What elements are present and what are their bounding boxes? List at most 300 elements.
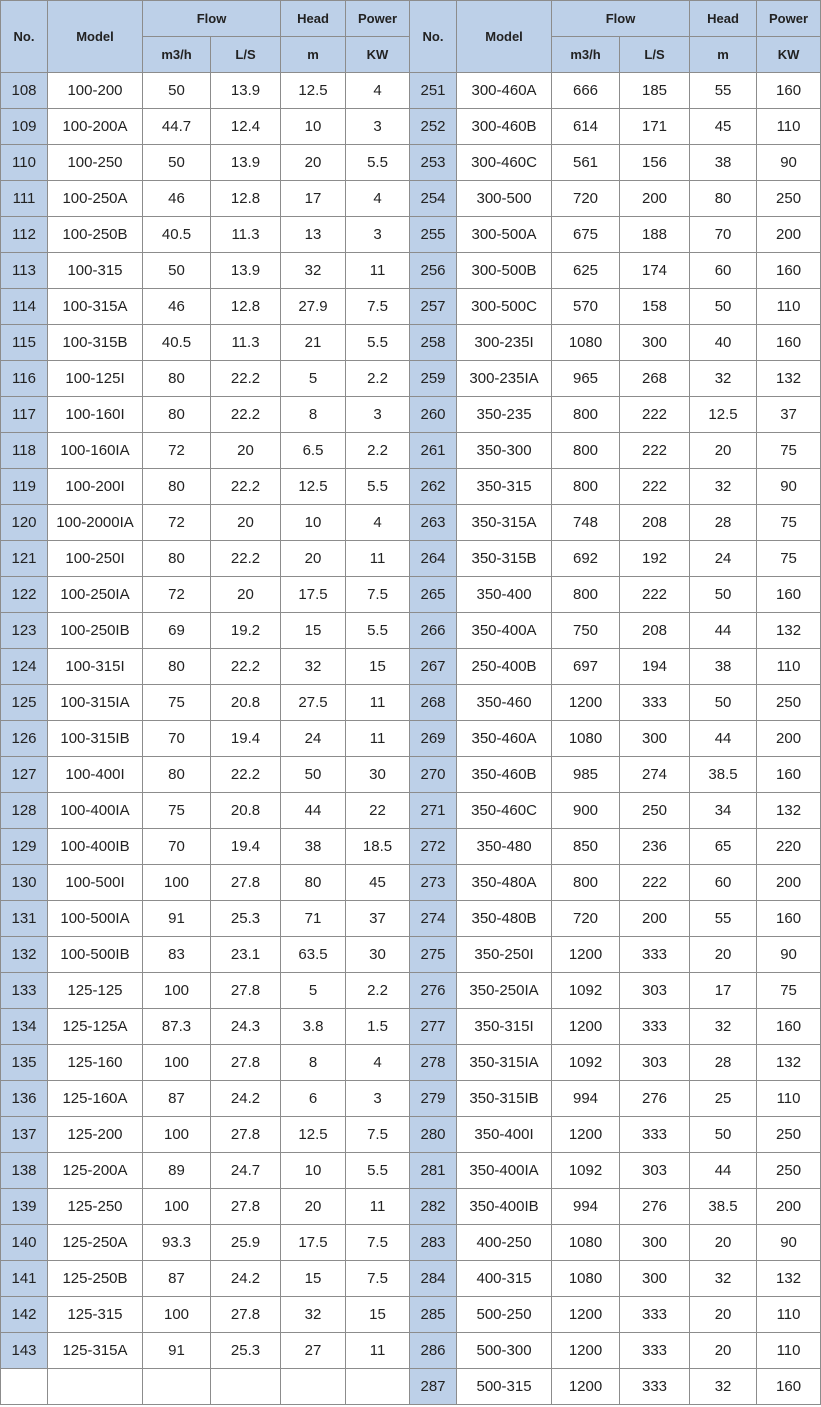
cell-flow-ls: 300 xyxy=(620,325,690,361)
cell-no xyxy=(1,1369,48,1405)
table-row xyxy=(1,793,821,829)
cell-no: 279 xyxy=(410,1081,457,1117)
cell-power: 11 xyxy=(346,685,410,721)
cell-no: 119 xyxy=(1,469,48,505)
cell-model: 100-315A xyxy=(48,289,143,325)
cell-head: 24 xyxy=(281,721,346,757)
cell-no: 286 xyxy=(410,1333,457,1369)
cell-head: 28 xyxy=(690,505,757,541)
cell-flow-ls: 20.8 xyxy=(211,793,281,829)
cell-head: 17.5 xyxy=(281,577,346,613)
cell-model: 350-480B xyxy=(457,901,552,937)
cell-flow-m3h: 87.3 xyxy=(143,1009,211,1045)
cell-head: 20 xyxy=(690,937,757,973)
cell-flow-m3h: 1080 xyxy=(552,721,620,757)
cell-head: 34 xyxy=(690,793,757,829)
cell-flow-ls xyxy=(211,1369,281,1405)
cell-model: 125-315A xyxy=(48,1333,143,1369)
header-head-unit: m xyxy=(281,37,346,73)
cell-flow-ls: 333 xyxy=(620,1369,690,1405)
cell-flow-ls: 333 xyxy=(620,1117,690,1153)
cell-power: 5.5 xyxy=(346,145,410,181)
table-row xyxy=(1,1333,821,1369)
cell-head: 38 xyxy=(690,649,757,685)
cell-model: 100-250A xyxy=(48,181,143,217)
cell-model: 350-400I xyxy=(457,1117,552,1153)
cell-flow-m3h: 46 xyxy=(143,289,211,325)
cell-power: 5.5 xyxy=(346,1153,410,1189)
cell-flow-m3h: 1080 xyxy=(552,1261,620,1297)
cell-no: 112 xyxy=(1,217,48,253)
cell-model: 350-315B xyxy=(457,541,552,577)
cell-power: 37 xyxy=(757,397,821,433)
table-row xyxy=(1,73,821,109)
cell-no: 287 xyxy=(410,1369,457,1405)
cell-model: 500-300 xyxy=(457,1333,552,1369)
cell-head: 32 xyxy=(690,1009,757,1045)
cell-no: 124 xyxy=(1,649,48,685)
table-row xyxy=(1,1081,821,1117)
cell-flow-ls: 22.2 xyxy=(211,649,281,685)
cell-flow-m3h: 100 xyxy=(143,865,211,901)
cell-flow-ls: 22.2 xyxy=(211,361,281,397)
cell-power: 200 xyxy=(757,721,821,757)
cell-power: 4 xyxy=(346,505,410,541)
cell-head: 5 xyxy=(281,361,346,397)
header-power-unit: KW xyxy=(346,37,410,73)
table-row xyxy=(1,1189,821,1225)
cell-flow-ls: 276 xyxy=(620,1081,690,1117)
cell-no: 109 xyxy=(1,109,48,145)
table-row xyxy=(1,1009,821,1045)
table-row xyxy=(1,397,821,433)
cell-head: 15 xyxy=(281,613,346,649)
cell-no: 261 xyxy=(410,433,457,469)
table-row xyxy=(1,649,821,685)
cell-flow-ls: 19.4 xyxy=(211,829,281,865)
cell-flow-m3h: 720 xyxy=(552,181,620,217)
cell-flow-ls: 333 xyxy=(620,1009,690,1045)
cell-power: 4 xyxy=(346,73,410,109)
cell-model: 300-235IA xyxy=(457,361,552,397)
cell-model: 350-460C xyxy=(457,793,552,829)
cell-power: 7.5 xyxy=(346,289,410,325)
cell-flow-ls: 188 xyxy=(620,217,690,253)
cell-model: 300-460C xyxy=(457,145,552,181)
cell-model: 100-200 xyxy=(48,73,143,109)
header-flow: Flow xyxy=(552,1,690,37)
cell-head: 45 xyxy=(690,109,757,145)
cell-power: 160 xyxy=(757,901,821,937)
cell-flow-m3h: 800 xyxy=(552,577,620,613)
cell-model: 125-315 xyxy=(48,1297,143,1333)
cell-flow-m3h: 100 xyxy=(143,1045,211,1081)
cell-power: 250 xyxy=(757,1153,821,1189)
cell-head: 27.9 xyxy=(281,289,346,325)
cell-no: 123 xyxy=(1,613,48,649)
cell-flow-m3h: 666 xyxy=(552,73,620,109)
cell-head: 44 xyxy=(690,613,757,649)
cell-no: 276 xyxy=(410,973,457,1009)
cell-no: 266 xyxy=(410,613,457,649)
cell-flow-m3h: 748 xyxy=(552,505,620,541)
cell-head: 20 xyxy=(690,1225,757,1261)
cell-flow-m3h: 87 xyxy=(143,1261,211,1297)
cell-power: 5.5 xyxy=(346,469,410,505)
cell-model: 300-500 xyxy=(457,181,552,217)
cell-model xyxy=(48,1369,143,1405)
table-row xyxy=(1,505,821,541)
cell-power: 75 xyxy=(757,433,821,469)
cell-power: 75 xyxy=(757,973,821,1009)
cell-power: 30 xyxy=(346,757,410,793)
cell-flow-ls: 23.1 xyxy=(211,937,281,973)
cell-model: 350-400IA xyxy=(457,1153,552,1189)
cell-flow-ls: 236 xyxy=(620,829,690,865)
cell-power: 160 xyxy=(757,73,821,109)
cell-no: 280 xyxy=(410,1117,457,1153)
cell-no: 126 xyxy=(1,721,48,757)
cell-no: 275 xyxy=(410,937,457,973)
cell-head: 32 xyxy=(690,469,757,505)
cell-model: 125-250 xyxy=(48,1189,143,1225)
cell-flow-m3h: 1200 xyxy=(552,937,620,973)
cell-power: 7.5 xyxy=(346,1225,410,1261)
cell-power: 3 xyxy=(346,217,410,253)
cell-flow-m3h: 965 xyxy=(552,361,620,397)
cell-head: 20 xyxy=(281,541,346,577)
cell-flow-ls: 19.2 xyxy=(211,613,281,649)
cell-no: 133 xyxy=(1,973,48,1009)
cell-flow-m3h: 83 xyxy=(143,937,211,973)
cell-model: 100-400I xyxy=(48,757,143,793)
table-row xyxy=(1,1117,821,1153)
header-head: Head xyxy=(690,1,757,37)
header-model: Model xyxy=(457,1,552,73)
cell-no: 136 xyxy=(1,1081,48,1117)
cell-power: 160 xyxy=(757,1369,821,1405)
cell-no: 264 xyxy=(410,541,457,577)
cell-flow-m3h: 1200 xyxy=(552,685,620,721)
cell-flow-m3h: 75 xyxy=(143,685,211,721)
table-row xyxy=(1,253,821,289)
cell-no: 269 xyxy=(410,721,457,757)
cell-flow-m3h: 72 xyxy=(143,577,211,613)
cell-power: 2.2 xyxy=(346,361,410,397)
table-row xyxy=(1,217,821,253)
cell-head: 50 xyxy=(281,757,346,793)
cell-model: 350-315I xyxy=(457,1009,552,1045)
cell-no: 142 xyxy=(1,1297,48,1333)
cell-power: 45 xyxy=(346,865,410,901)
cell-model: 100-250B xyxy=(48,217,143,253)
cell-power: 110 xyxy=(757,1297,821,1333)
cell-head: 80 xyxy=(690,181,757,217)
cell-flow-ls: 222 xyxy=(620,577,690,613)
cell-flow-m3h: 1092 xyxy=(552,1045,620,1081)
cell-flow-ls: 22.2 xyxy=(211,757,281,793)
cell-model: 400-250 xyxy=(457,1225,552,1261)
cell-model: 100-200I xyxy=(48,469,143,505)
cell-flow-m3h: 1092 xyxy=(552,973,620,1009)
cell-no: 277 xyxy=(410,1009,457,1045)
header-flow: Flow xyxy=(143,1,281,37)
cell-head: 44 xyxy=(690,1153,757,1189)
cell-flow-m3h: 70 xyxy=(143,829,211,865)
cell-power: 3 xyxy=(346,1081,410,1117)
cell-power: 200 xyxy=(757,217,821,253)
cell-power: 132 xyxy=(757,1045,821,1081)
cell-power: 7.5 xyxy=(346,1261,410,1297)
cell-no: 121 xyxy=(1,541,48,577)
cell-no: 273 xyxy=(410,865,457,901)
cell-head: 12.5 xyxy=(281,73,346,109)
cell-flow-ls: 12.4 xyxy=(211,109,281,145)
cell-no: 282 xyxy=(410,1189,457,1225)
cell-head: 55 xyxy=(690,901,757,937)
cell-flow-m3h: 100 xyxy=(143,1117,211,1153)
cell-model: 100-125I xyxy=(48,361,143,397)
cell-no: 283 xyxy=(410,1225,457,1261)
cell-flow-ls: 27.8 xyxy=(211,865,281,901)
cell-no: 118 xyxy=(1,433,48,469)
cell-power: 90 xyxy=(757,469,821,505)
header-head-unit: m xyxy=(690,37,757,73)
cell-flow-ls: 25.9 xyxy=(211,1225,281,1261)
cell-flow-m3h: 850 xyxy=(552,829,620,865)
cell-power: 90 xyxy=(757,145,821,181)
cell-power: 132 xyxy=(757,793,821,829)
cell-power: 110 xyxy=(757,289,821,325)
cell-power: 37 xyxy=(346,901,410,937)
cell-flow-m3h: 985 xyxy=(552,757,620,793)
cell-model: 350-400 xyxy=(457,577,552,613)
cell-flow-m3h: 1200 xyxy=(552,1333,620,1369)
header-power: Power xyxy=(757,1,821,37)
header-flow-m3h: m3/h xyxy=(552,37,620,73)
cell-power: 220 xyxy=(757,829,821,865)
header-head: Head xyxy=(281,1,346,37)
cell-model: 350-480A xyxy=(457,865,552,901)
table-row xyxy=(1,433,821,469)
cell-head: 20 xyxy=(690,1297,757,1333)
cell-flow-ls: 20 xyxy=(211,433,281,469)
cell-no: 285 xyxy=(410,1297,457,1333)
cell-model: 100-250IA xyxy=(48,577,143,613)
cell-model: 100-500IA xyxy=(48,901,143,937)
cell-power: 1.5 xyxy=(346,1009,410,1045)
cell-model: 400-315 xyxy=(457,1261,552,1297)
cell-flow-m3h: 70 xyxy=(143,721,211,757)
cell-flow-m3h: 50 xyxy=(143,145,211,181)
cell-flow-ls: 276 xyxy=(620,1189,690,1225)
cell-flow-m3h: 72 xyxy=(143,505,211,541)
cell-flow-m3h: 561 xyxy=(552,145,620,181)
cell-flow-m3h: 93.3 xyxy=(143,1225,211,1261)
cell-power: 11 xyxy=(346,721,410,757)
cell-no: 139 xyxy=(1,1189,48,1225)
table-row xyxy=(1,829,821,865)
cell-model: 350-315IB xyxy=(457,1081,552,1117)
cell-head: 10 xyxy=(281,109,346,145)
cell-no: 262 xyxy=(410,469,457,505)
cell-power: 30 xyxy=(346,937,410,973)
cell-no: 251 xyxy=(410,73,457,109)
cell-no: 140 xyxy=(1,1225,48,1261)
cell-flow-m3h: 100 xyxy=(143,1189,211,1225)
cell-flow-m3h: 80 xyxy=(143,757,211,793)
cell-flow-ls: 13.9 xyxy=(211,145,281,181)
cell-model: 300-500C xyxy=(457,289,552,325)
cell-power: 110 xyxy=(757,1333,821,1369)
cell-head: 20 xyxy=(281,1189,346,1225)
cell-power: 2.2 xyxy=(346,433,410,469)
cell-no: 259 xyxy=(410,361,457,397)
cell-flow-m3h: 40.5 xyxy=(143,325,211,361)
cell-head: 12.5 xyxy=(690,397,757,433)
cell-flow-ls: 333 xyxy=(620,1333,690,1369)
cell-model: 300-235I xyxy=(457,325,552,361)
cell-no: 281 xyxy=(410,1153,457,1189)
cell-flow-ls: 156 xyxy=(620,145,690,181)
cell-flow-ls: 19.4 xyxy=(211,721,281,757)
table-row xyxy=(1,361,821,397)
cell-power: 75 xyxy=(757,505,821,541)
cell-flow-m3h: 900 xyxy=(552,793,620,829)
cell-power: 110 xyxy=(757,649,821,685)
cell-flow-m3h: 675 xyxy=(552,217,620,253)
cell-model: 125-160 xyxy=(48,1045,143,1081)
cell-flow-m3h: 100 xyxy=(143,1297,211,1333)
cell-flow-m3h: 800 xyxy=(552,469,620,505)
cell-flow-m3h: 1080 xyxy=(552,1225,620,1261)
cell-power: 110 xyxy=(757,109,821,145)
cell-model: 250-400B xyxy=(457,649,552,685)
cell-head: 17 xyxy=(281,181,346,217)
cell-flow-ls: 25.3 xyxy=(211,1333,281,1369)
cell-flow-ls: 174 xyxy=(620,253,690,289)
cell-model: 350-400IB xyxy=(457,1189,552,1225)
cell-power: 5.5 xyxy=(346,613,410,649)
header-power: Power xyxy=(346,1,410,37)
cell-no: 254 xyxy=(410,181,457,217)
header-power-unit: KW xyxy=(757,37,821,73)
cell-model: 500-315 xyxy=(457,1369,552,1405)
cell-flow-m3h xyxy=(143,1369,211,1405)
table-row xyxy=(1,937,821,973)
cell-flow-m3h: 91 xyxy=(143,901,211,937)
cell-model: 125-160A xyxy=(48,1081,143,1117)
header-flow-ls: L/S xyxy=(620,37,690,73)
cell-flow-ls: 158 xyxy=(620,289,690,325)
table-row xyxy=(1,865,821,901)
cell-no: 108 xyxy=(1,73,48,109)
cell-no: 265 xyxy=(410,577,457,613)
cell-head: 8 xyxy=(281,397,346,433)
cell-model: 125-125 xyxy=(48,973,143,1009)
cell-flow-m3h: 50 xyxy=(143,253,211,289)
cell-head: 38 xyxy=(281,829,346,865)
cell-model: 100-400IA xyxy=(48,793,143,829)
cell-head: 70 xyxy=(690,217,757,253)
cell-power: 11 xyxy=(346,541,410,577)
cell-flow-ls: 13.9 xyxy=(211,253,281,289)
cell-flow-m3h: 87 xyxy=(143,1081,211,1117)
cell-head: 6 xyxy=(281,1081,346,1117)
cell-head: 32 xyxy=(690,1369,757,1405)
cell-flow-ls: 303 xyxy=(620,973,690,1009)
cell-flow-ls: 274 xyxy=(620,757,690,793)
cell-flow-m3h: 80 xyxy=(143,397,211,433)
cell-no: 256 xyxy=(410,253,457,289)
cell-flow-ls: 27.8 xyxy=(211,1189,281,1225)
cell-head: 8 xyxy=(281,1045,346,1081)
cell-head: 38 xyxy=(690,145,757,181)
cell-flow-m3h: 750 xyxy=(552,613,620,649)
cell-power: 3 xyxy=(346,109,410,145)
cell-power: 3 xyxy=(346,397,410,433)
cell-flow-m3h: 692 xyxy=(552,541,620,577)
table-row xyxy=(1,973,821,1009)
table-row xyxy=(1,685,821,721)
cell-head: 40 xyxy=(690,325,757,361)
cell-flow-ls: 192 xyxy=(620,541,690,577)
cell-no: 141 xyxy=(1,1261,48,1297)
table-row xyxy=(1,289,821,325)
cell-head: 12.5 xyxy=(281,1117,346,1153)
cell-head: 3.8 xyxy=(281,1009,346,1045)
table-row xyxy=(1,757,821,793)
cell-no: 257 xyxy=(410,289,457,325)
cell-no: 125 xyxy=(1,685,48,721)
cell-flow-ls: 27.8 xyxy=(211,1117,281,1153)
cell-model: 125-200A xyxy=(48,1153,143,1189)
table-row xyxy=(1,541,821,577)
cell-flow-ls: 208 xyxy=(620,613,690,649)
cell-power: 160 xyxy=(757,757,821,793)
cell-no: 135 xyxy=(1,1045,48,1081)
cell-model: 100-315I xyxy=(48,649,143,685)
cell-flow-m3h: 614 xyxy=(552,109,620,145)
cell-power: 11 xyxy=(346,1189,410,1225)
cell-flow-ls: 27.8 xyxy=(211,973,281,1009)
cell-model: 100-250I xyxy=(48,541,143,577)
cell-flow-ls: 13.9 xyxy=(211,73,281,109)
cell-head: 5 xyxy=(281,973,346,1009)
cell-flow-m3h: 80 xyxy=(143,541,211,577)
cell-model: 350-480 xyxy=(457,829,552,865)
cell-power: 132 xyxy=(757,613,821,649)
cell-flow-ls: 20.8 xyxy=(211,685,281,721)
header-flow-m3h: m3/h xyxy=(143,37,211,73)
cell-head: 20 xyxy=(690,1333,757,1369)
cell-model: 100-400IB xyxy=(48,829,143,865)
cell-head: 15 xyxy=(281,1261,346,1297)
table-row xyxy=(1,577,821,613)
cell-no: 114 xyxy=(1,289,48,325)
table-row xyxy=(1,1369,821,1405)
cell-head: 24 xyxy=(690,541,757,577)
cell-model: 100-250IB xyxy=(48,613,143,649)
cell-flow-m3h: 1200 xyxy=(552,1117,620,1153)
cell-no: 263 xyxy=(410,505,457,541)
cell-no: 271 xyxy=(410,793,457,829)
cell-model: 300-460A xyxy=(457,73,552,109)
cell-head: 50 xyxy=(690,685,757,721)
cell-power: 132 xyxy=(757,361,821,397)
cell-head: 20 xyxy=(690,433,757,469)
cell-no: 110 xyxy=(1,145,48,181)
